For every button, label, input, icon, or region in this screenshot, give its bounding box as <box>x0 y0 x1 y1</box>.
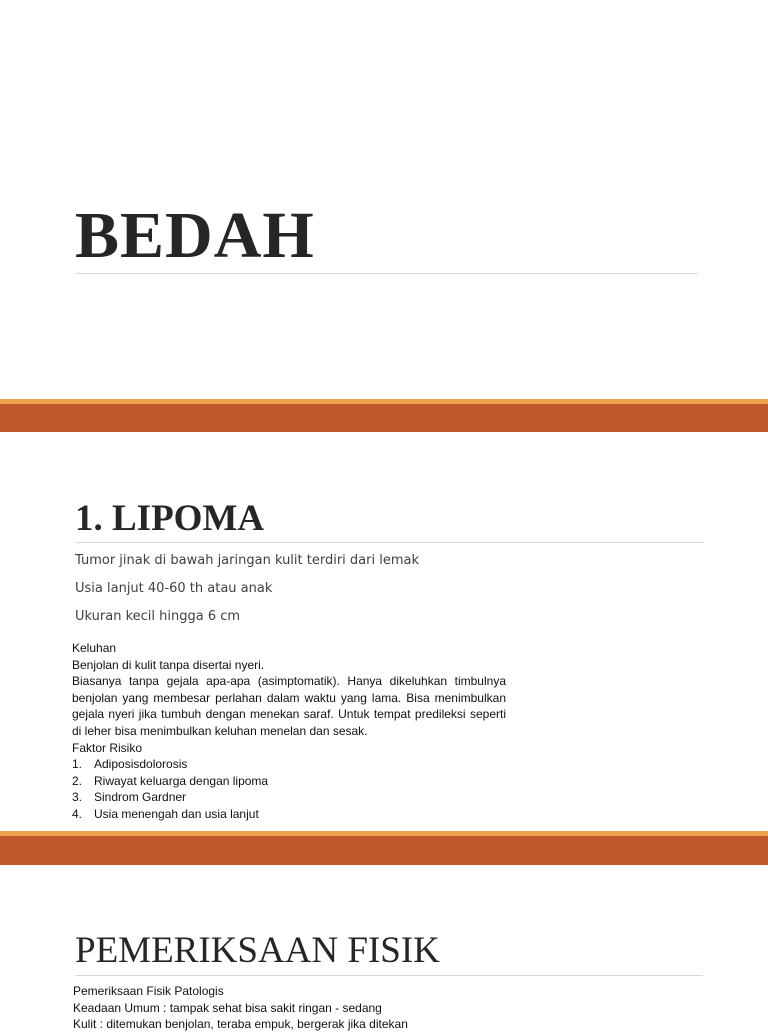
faktor-risiko-list <box>72 756 506 822</box>
list-text: Usia menengah dan usia lanjut <box>94 806 259 821</box>
list-item <box>72 806 506 823</box>
list-number: 1. <box>72 757 83 772</box>
slide-title-bedah: BEDAH <box>75 199 315 272</box>
keluhan-heading: Keluhan <box>72 641 117 655</box>
keluhan-paragraph: Biasanya tanpa gejala apa-apa (asimptomatik). Hanya dikeluhkan timbulnya benjolan yang membesar perlahan dalam waktu yang lama. Bisa menimbulkan gejala nyeri jika tumbuh dengan menekan saraf. Untuk tempat predileksi seperti di leher bisa menimbulkan keluhan menelan dan sesak. <box>72 674 506 738</box>
faktor-risiko-heading: Faktor Risiko <box>72 740 143 755</box>
list-item <box>72 789 506 806</box>
list-number: 2. <box>72 773 83 788</box>
list-text: Sindrom Gardner <box>94 790 187 805</box>
list-number: 3. <box>72 790 83 805</box>
slide-divider <box>0 831 768 865</box>
bullet-item: Ukuran kecil hingga 6 cm <box>75 609 241 624</box>
bullet-item: Tumor jinak di bawah jaringan kulit terdiri dari lemak <box>75 553 419 568</box>
title-underline <box>75 975 703 976</box>
bullet-list <box>75 551 419 635</box>
pemeriksaan-section <box>73 983 513 1033</box>
pemeriksaan-line: Keadaan Umum : tampak sehat bisa sakit ringan - sedang <box>73 1000 382 1015</box>
list-number: 4. <box>72 806 83 821</box>
slide-title-pemeriksaan-fisik: PEMERIKSAAN FISIK <box>75 930 440 971</box>
keluhan-line: Benjolan di kulit tanpa disertai nyeri. <box>72 657 265 672</box>
pemeriksaan-line: Pemeriksaan Fisik Patologis <box>73 984 224 998</box>
list-item <box>72 773 506 790</box>
title-underline <box>75 542 703 543</box>
slide-title-lipoma: 1. LIPOMA <box>75 498 265 539</box>
slide-divider <box>0 399 768 432</box>
title-underline <box>75 273 698 274</box>
keluhan-section <box>72 640 506 823</box>
pemeriksaan-line: Kulit : ditemukan benjolan, teraba empuk, bergerak jika ditekan <box>73 1017 408 1031</box>
list-item <box>72 756 506 773</box>
bullet-item: Usia lanjut 40-60 th atau anak <box>75 581 273 596</box>
list-text: Riwayat keluarga dengan lipoma <box>94 773 269 788</box>
list-text: Adiposisdolorosis <box>94 757 188 772</box>
